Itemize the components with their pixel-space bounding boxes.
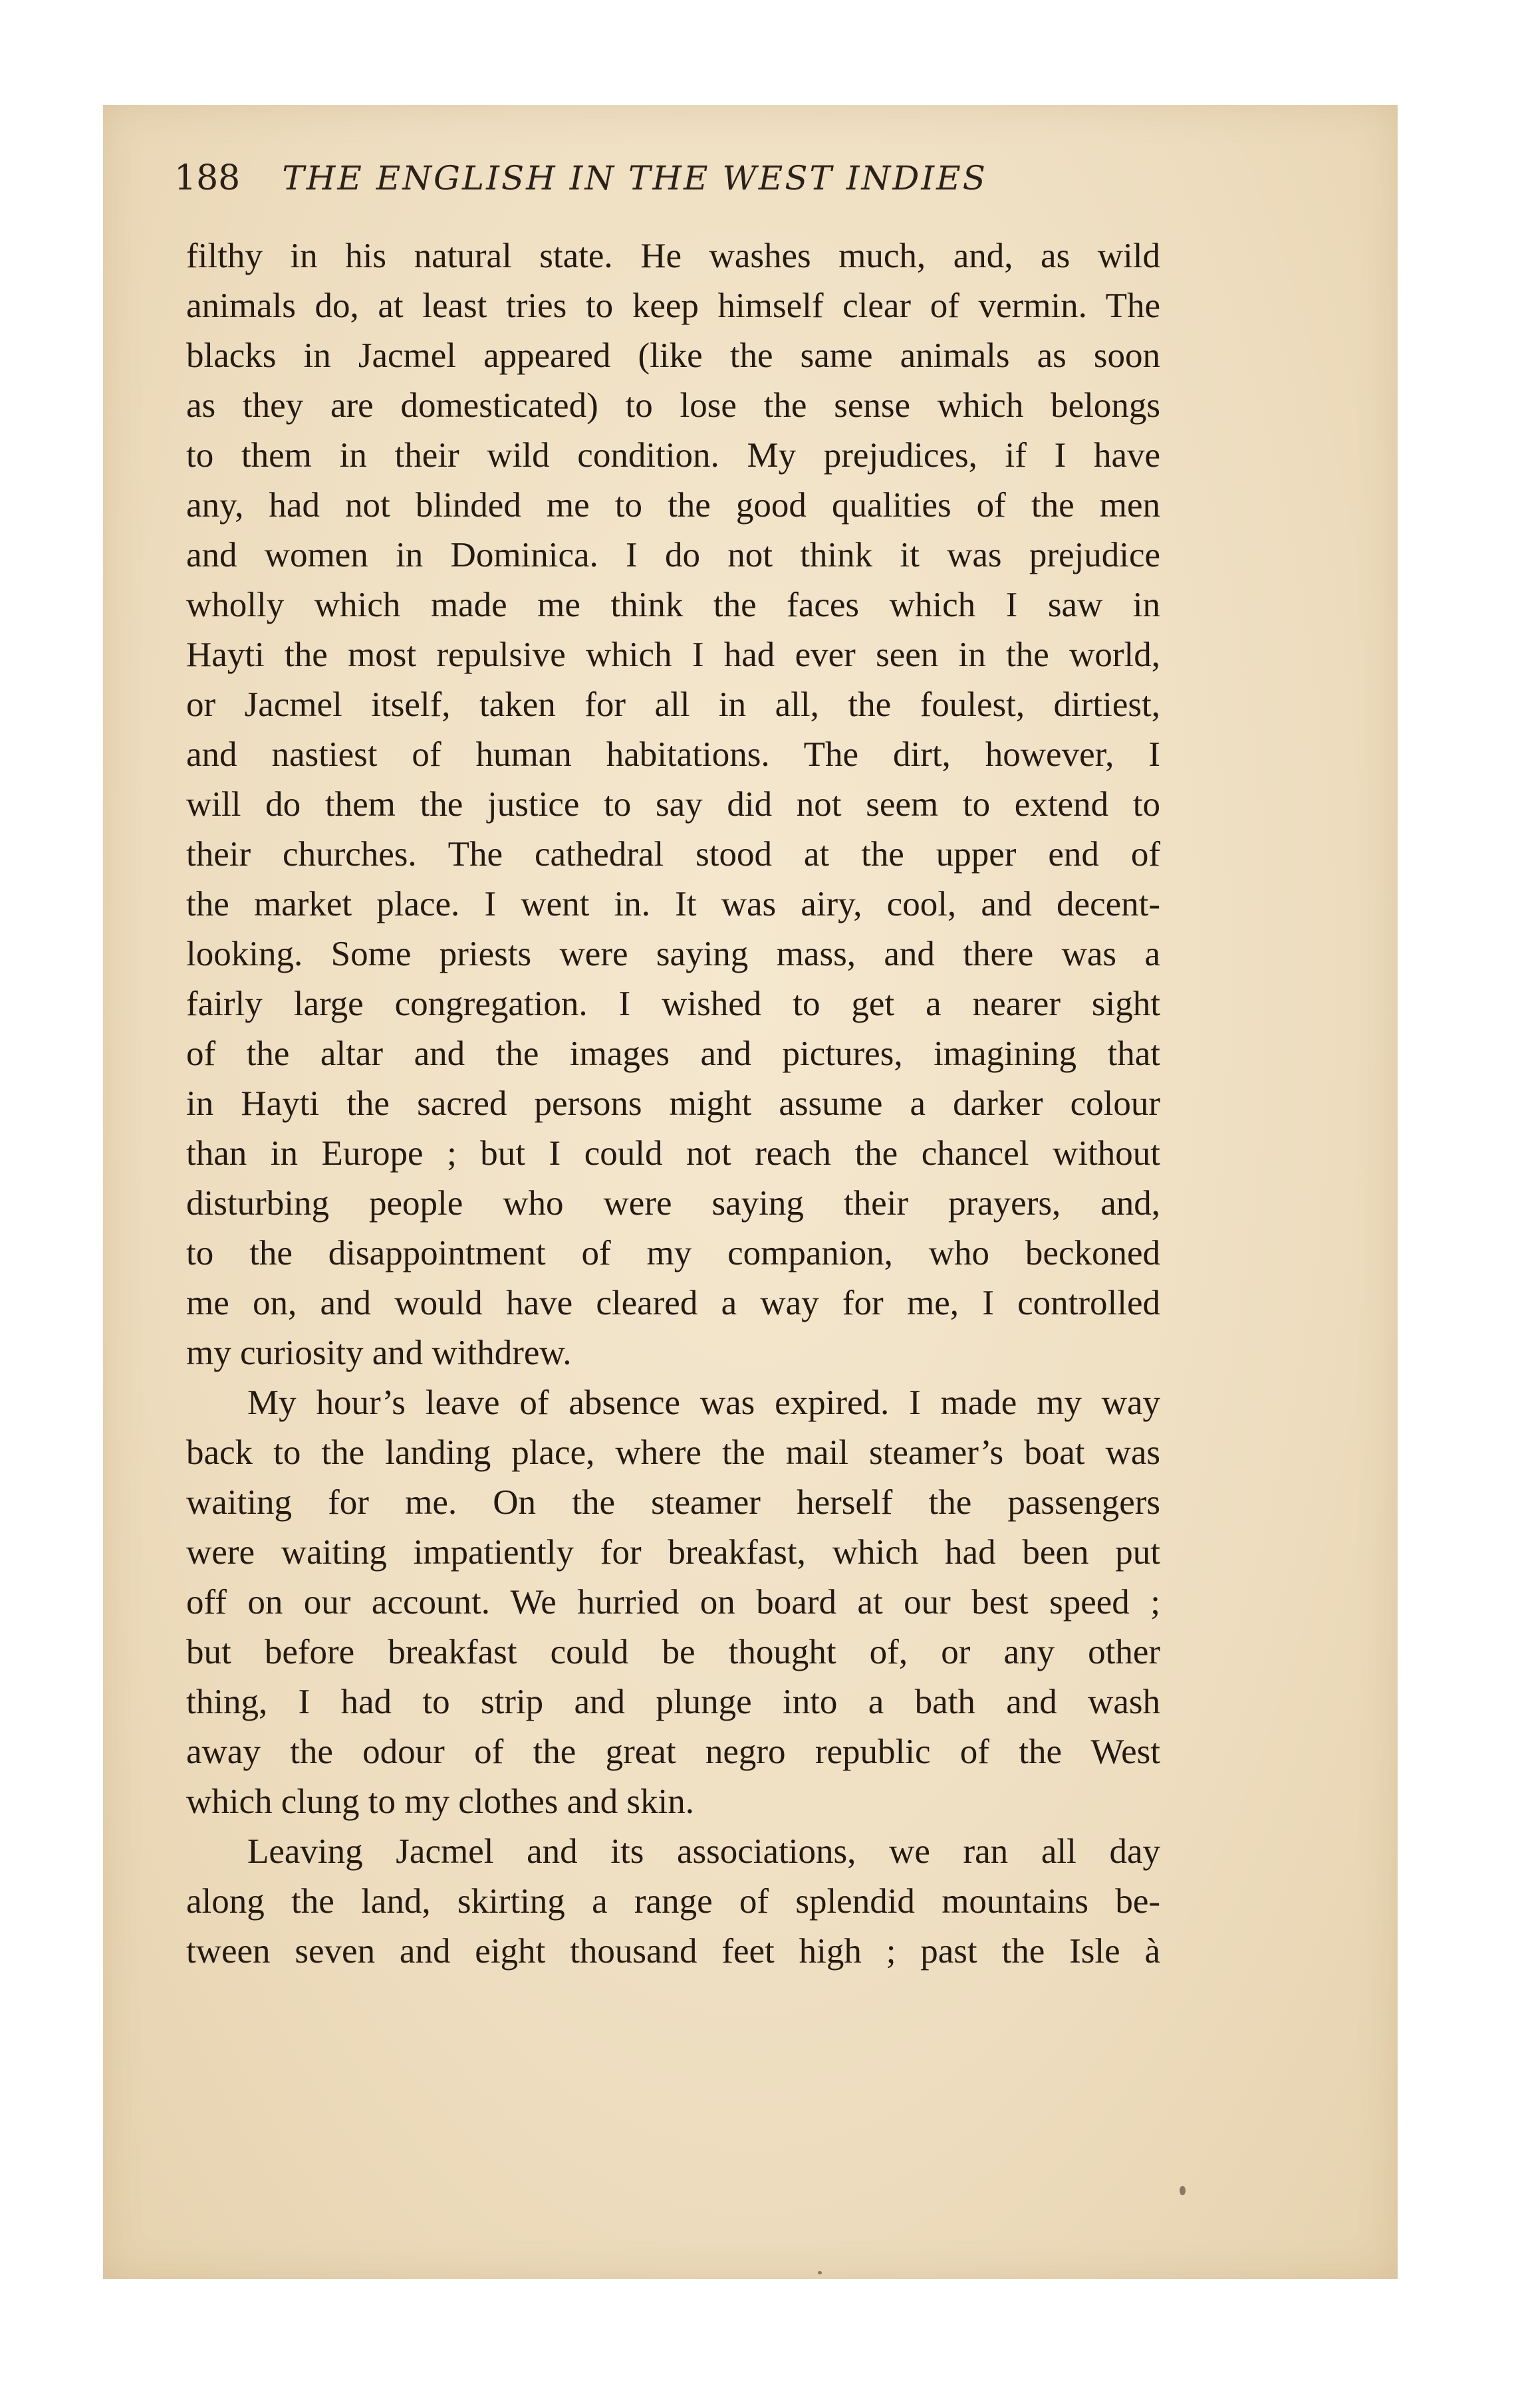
text-line: back to the landing place, where the mail steamer’s boat was [186,1433,1160,1472]
ink-speck [818,2271,822,2274]
text-line: thing, I had to strip and plunge into a bath and wash [186,1683,1160,1721]
text-line: than in Europe ; but I could not reach the chancel without [186,1134,1160,1173]
page-header [174,158,1105,205]
text-line: animals do, at least tries to keep himself clear of vermin. The [186,287,1160,325]
text-line: the market place. I went in. It was airy, cool, and decent- [186,885,1160,923]
text-line: to them in their wild condition. My prejudices, if I have [186,436,1160,475]
text-line: away the odour of the great negro republic of the West [186,1733,1160,1771]
text-line: waiting for me. On the steamer herself the passengers [186,1483,1160,1522]
text-line: of the altar and the images and pictures, imagining that [186,1034,1160,1073]
body-text [186,231,1160,1977]
text-line: in Hayti the sacred persons might assume a darker colour [186,1084,1160,1123]
text-line: any, had not blinded me to the good qualities of the men [186,486,1160,525]
running-title: THE ENGLISH IN THE WEST INDIES [282,159,987,197]
text-line: looking. Some priests were saying mass, and there was a [186,935,1160,973]
text-line: tween seven and eight thousand feet high ; past the Isle à [186,1932,1160,1971]
page-number: 188 [174,158,241,198]
text-line: my curiosity and withdrew. [186,1334,572,1372]
text-line: as they are domesticated) to lose the sense which belongs [186,386,1160,425]
text-line: filthy in his natural state. He washes much, and, as wild [186,237,1160,275]
paragraph-1 [186,231,1160,1378]
text-line: and nastiest of human habitations. The dirt, however, I [186,735,1160,774]
ink-speck [1180,2186,1186,2195]
text-line: disturbing people who were saying their prayers, and, [186,1184,1160,1223]
text-line: Hayti the most repulsive which I had ever seen in the world, [186,636,1160,674]
text-line: fairly large congregation. I wished to get a nearer sight [186,985,1160,1023]
text-line: Leaving Jacmel and its associations, we ran all day [247,1832,1160,1871]
text-line: or Jacmel itself, taken for all in all, the foulest, dirtiest, [186,685,1160,724]
text-line: blacks in Jacmel appeared (like the same animals as soon [186,336,1160,375]
text-line: which clung to my clothes and skin. [186,1782,694,1821]
text-line: wholly which made me think the faces which I saw in [186,586,1160,624]
text-line: but before breakfast could be thought of, or any other [186,1633,1160,1671]
paragraph-2 [186,1378,1160,1827]
text-line: and women in Dominica. I do not think it was prejudice [186,536,1160,574]
text-line: were waiting impatiently for breakfast, which had been put [186,1533,1160,1572]
text-line: their churches. The cathedral stood at the upper end of [186,835,1160,874]
text-line: to the disappointment of my companion, who beckoned [186,1234,1160,1272]
text-line: My hour’s leave of absence was expired. I made my way [247,1384,1160,1422]
paragraph-3 [186,1827,1160,1977]
text-line: along the land, skirting a range of splendid mountains be- [186,1882,1160,1921]
text-line: off on our account. We hurried on board at our best speed ; [186,1583,1160,1622]
text-line: me on, and would have cleared a way for me, I controlled [186,1284,1160,1322]
text-line: will do them the justice to say did not seem to extend to [186,785,1160,824]
